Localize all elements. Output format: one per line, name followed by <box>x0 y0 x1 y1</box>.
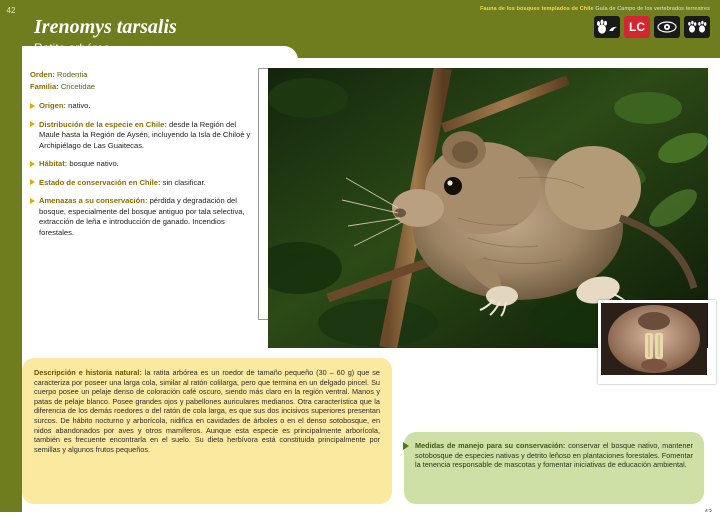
scientific-name: Irenomys tarsalis <box>34 16 177 38</box>
family-value: Cricetidae <box>60 81 96 91</box>
description-text: la ratita arbórea es un roedor de tamaño pequeño (30 – 60 g) que se caracteriza por poseer una larga cola, similar al ratón colilarga, pero que termina en un delgado pincel. Su cuerpo posee un pelaje denso de coloración café oscuro, siendo más claro en la región ventral. Manos y patas de pelaje blanco. Posee grandes ojos y pabellones auriculares medianos. Otra característica que la diferencia de los demás roedores o del ratón de cola larga, es que sus dos incisivos superiores presentan surcos. De hábito nocturno y arborícola, nidifica en cavidades de árboles o en el denso sotobosque, en nidos abandonados por aves y otros mamíferos. Aunque esta especie es principalmente arborícola, también es frecuente encontrarla en el suelo. Su dieta herbívora está constituida principalmente por semillas y algunos frutos pequeños. <box>34 368 380 454</box>
page-number-top: 42 <box>6 6 16 15</box>
fact-label: Estado de conservación en Chile: <box>39 177 161 187</box>
fact-distribucion <box>30 120 256 152</box>
order-label: Orden: <box>30 70 55 79</box>
bottom-margin <box>0 512 720 520</box>
management-label: Medidas de manejo para su conservación: <box>415 441 566 450</box>
fact-label: Origen: <box>39 101 67 110</box>
fact-text: desde la Región del Maule hasta la Región de Aysén, incluyendo la Isla de Chiloé y Archipiélago de Las Guaitecas. <box>39 119 251 150</box>
description-label: Descripción e historia natural: <box>34 368 142 377</box>
fact-text: nativo. <box>66 101 91 110</box>
fact-amenazas <box>30 196 256 238</box>
paw-print-icon <box>594 16 620 38</box>
fact-origen <box>30 101 256 112</box>
fact-text: bosque nativo. <box>67 159 119 168</box>
order-value: Rodentia <box>57 70 88 79</box>
inset-photo-incisors <box>598 300 716 384</box>
fact-label: Amenazas a su conservación: <box>39 196 148 205</box>
species-info <box>30 70 256 246</box>
fact-habitat <box>30 159 256 170</box>
nocturnal-eye-icon <box>654 16 680 38</box>
taxonomy-block <box>30 70 256 92</box>
fact-label: Hábitat: <box>39 159 68 168</box>
fact-label: Distribución de la especie en Chile: <box>39 119 167 129</box>
management-box <box>404 432 704 504</box>
series-title-line <box>480 6 710 12</box>
description-box <box>22 358 392 504</box>
management-text: conservar el bosque nativo, mantener sotobosque de especies nativas y detrito leñoso en plantaciones forestales. Fomentar la tenencia responsable de mascotas y fomentar iniciativas de educación ambiental. <box>415 441 694 470</box>
badge-row <box>480 16 710 38</box>
lc-label: LC <box>629 20 645 34</box>
fact-estado-conservacion <box>30 178 256 189</box>
header-notch <box>22 46 298 72</box>
arrow-marker-icon <box>403 442 409 450</box>
family-label: Familia: <box>30 81 59 91</box>
series-subtitle: Guía de Campo de los vertebrados terrestres <box>595 6 710 12</box>
fact-text: pérdida y degradación del bosque, especialmente del bosque antiguo por tala selectiva, extracción de leña e introducción de ganado. Incendios forestales. <box>39 196 245 237</box>
tracks-icon <box>684 16 710 38</box>
left-color-bar <box>0 0 22 520</box>
lc-conservation-status <box>624 16 650 38</box>
family-row <box>30 82 256 93</box>
order-row <box>30 70 256 81</box>
header-right <box>480 6 710 38</box>
series-title: Fauna de los bosques templados de Chile <box>480 6 594 12</box>
fact-text: sin clasificar. <box>160 177 206 187</box>
